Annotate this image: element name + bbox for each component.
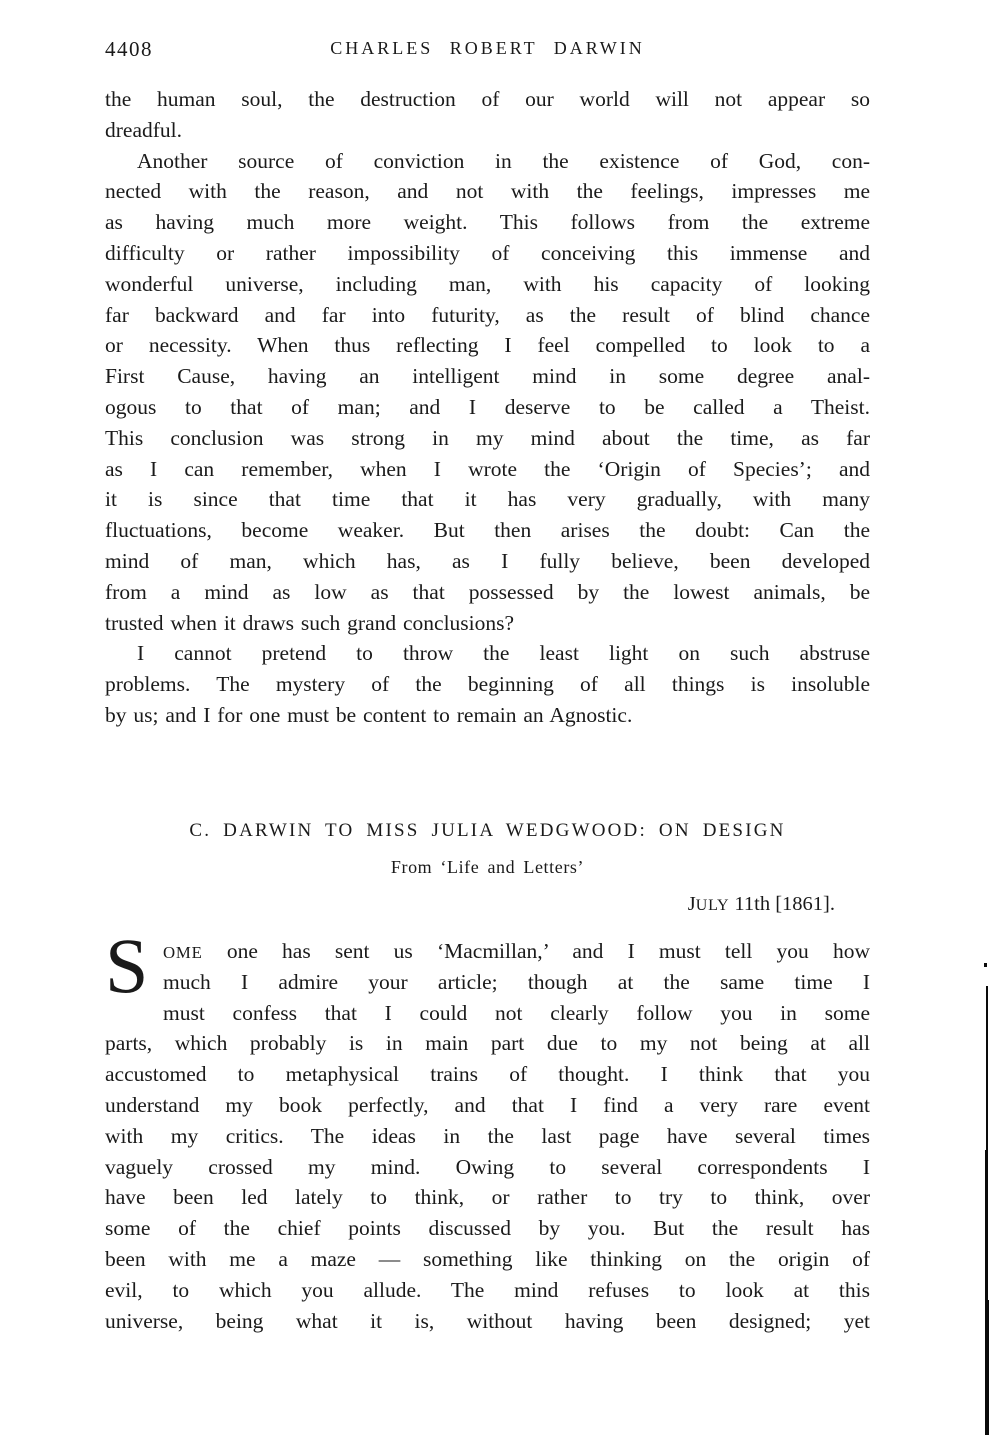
text-line: as having much more weight. This follows from the extreme <box>105 210 870 235</box>
memoir-text-block <box>105 84 870 731</box>
text-line: or necessity. When thus reflecting I feel compelled to look to a <box>105 333 870 358</box>
dateline-month-initial: J <box>687 893 696 915</box>
text-line: ogous to that of man; and I deserve to be called a Theist. <box>105 394 870 419</box>
text-line: evil, to which you allude. The mind refuses to look at this <box>105 1277 870 1302</box>
text-line: universe, being what it is, without having been designed; yet <box>105 1308 870 1333</box>
text-line: some of the chief points discussed by you. But the result has <box>105 1216 870 1241</box>
scan-artifact-line <box>985 1300 989 1435</box>
scan-artifact-line <box>985 1150 988 1300</box>
text-line: parts, which probably is in main part due to my not being at all <box>105 1031 870 1056</box>
text-line: by us; and I for one must be content to remain an Agnostic. <box>105 702 633 727</box>
text-line: I cannot pretend to throw the least light on such abstruse <box>137 641 870 666</box>
text-line: with my critics. The ideas in the last page have several times <box>105 1123 870 1148</box>
text-line: the human soul, the destruction of our world will not appear so <box>105 87 870 111</box>
text-line: vaguely crossed my mind. Owing to several correspondents I <box>105 1154 870 1179</box>
opening-small-caps: OME <box>163 943 203 962</box>
running-head-title: CHARLES ROBERT DARWIN <box>330 38 645 58</box>
text-line: wonderful universe, including man, with his capacity of looking <box>105 271 870 296</box>
running-header <box>105 36 870 62</box>
text-line: much I admire your article; though at the same time I <box>163 969 870 994</box>
text-line: Another source of conviction in the existence of God, con- <box>137 148 870 173</box>
text-line: been with me a maze — something like thinking on the origin of <box>105 1246 870 1271</box>
text-line <box>105 936 870 967</box>
text-line: must confess that I could not clearly follow you in some <box>163 1000 870 1025</box>
letter-heading: C. DARWIN TO MISS JULIA WEDGWOOD: ON DESIGN <box>189 820 786 841</box>
page-number: 4408 <box>105 37 153 61</box>
drop-cap: S <box>105 922 149 1009</box>
text-line: problems. The mystery of the beginning of all things is insoluble <box>105 672 870 697</box>
text-line: This conclusion was strong in my mind about the time, as far <box>105 425 870 450</box>
dateline-month-smallcaps: ULY <box>695 897 730 914</box>
dateline <box>105 893 835 916</box>
text-line: trusted when it draws such grand conclusions? <box>105 610 515 635</box>
text-line: mind of man, which has, as I fully believe, been developed <box>105 548 870 573</box>
text-line: understand my book perfectly, and that I find a very rare event <box>105 1092 870 1117</box>
text-line: difficulty or rather impossibility of conceiving this immense and <box>105 240 870 265</box>
text-line: First Cause, having an intelligent mind in some degree anal- <box>105 364 870 389</box>
text-line: accustomed to metaphysical trains of thought. I think that you <box>105 1062 870 1087</box>
text-line: far backward and far into futurity, as the result of blind chance <box>105 302 870 327</box>
text-line: it is since that time that it has very gradually, with many <box>105 487 870 512</box>
text-line: have been led lately to think, or rather to try to think, over <box>105 1185 870 1210</box>
text-line: as I can remember, when I wrote the ‘Origin of Species’; and <box>105 456 870 481</box>
letter-body <box>105 922 870 1336</box>
scan-artifact-line <box>986 986 988 1150</box>
text-line: nected with the reason, and not with the feelings, impresses me <box>105 179 870 204</box>
text-line: fluctuations, become weaker. But then arises the doubt: Can the <box>105 518 870 543</box>
scan-artifact-dot <box>984 963 987 967</box>
text-line: from a mind as low as that possessed by the lowest animals, be <box>105 579 870 604</box>
letter-source: From ‘Life and Letters’ <box>390 857 585 877</box>
text-run: one has sent us ‘Macmillan,’ and I must tell you how <box>202 939 870 963</box>
dateline-rest: 11th [1861]. <box>734 893 835 915</box>
text-line: dreadful. <box>105 117 183 142</box>
